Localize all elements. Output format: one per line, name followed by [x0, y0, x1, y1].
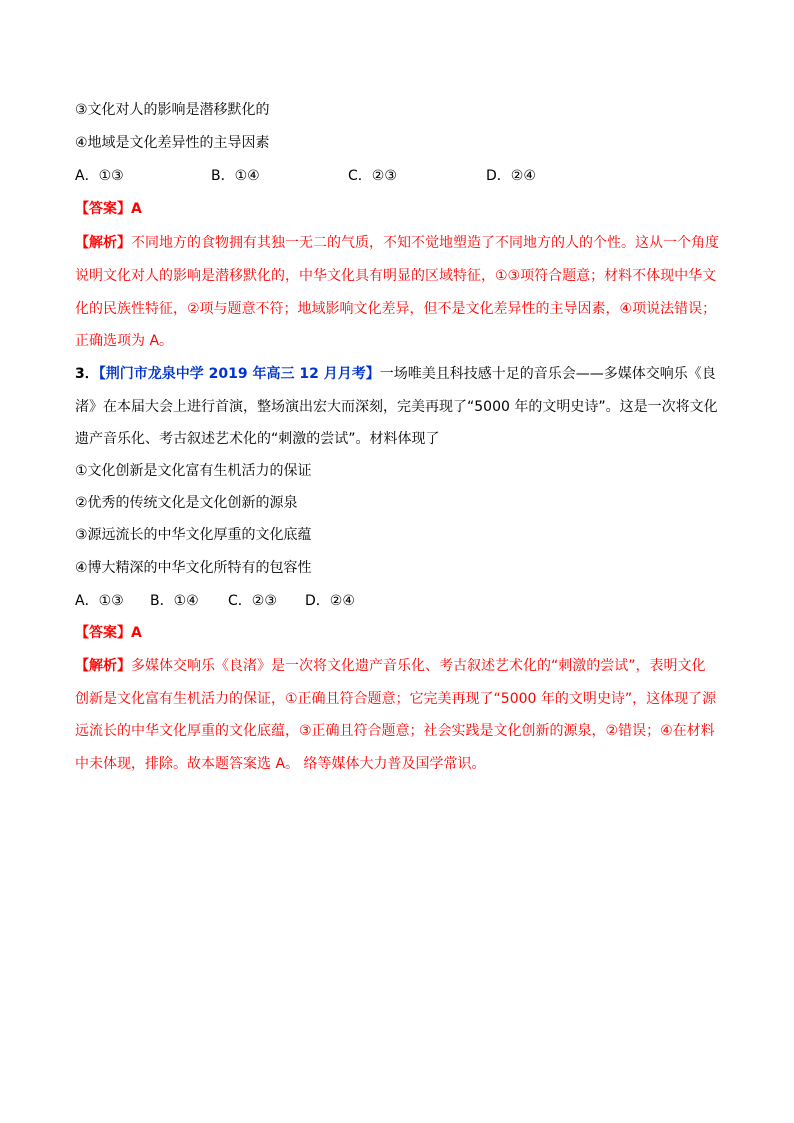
- q3-analysis-line-1: [75, 656, 706, 676]
- q3-item-2: ②优秀的传统文化是文化创新的源泉: [75, 495, 298, 511]
- q2-option-b: B．①④: [211, 168, 260, 184]
- q2-answer: [75, 199, 142, 219]
- q3-number: 3．: [75, 366, 99, 382]
- q2-options: [75, 166, 715, 186]
- q3-stem-line-2: 渚》在本届大会上进行首演，整场演出宏大而深刻，完美再现了“5000 年的文明史诗”。这是一次将文化: [75, 399, 718, 415]
- q2-answer-value: A: [131, 201, 142, 217]
- q3-option-b: B．①④: [150, 593, 199, 609]
- q2-answer-tag: 【答案】: [75, 201, 131, 217]
- q2-option-c: C．②③: [348, 168, 397, 184]
- q3-item-1: ①文化创新是文化富有生机活力的保证: [75, 463, 312, 479]
- q2-analysis-line-3: 化的民族性特征，②项与题意不符；地域影响文化差异，但不是文化差异性的主导因素，④项说法错误；: [75, 301, 717, 317]
- q2-analysis-line-1: [75, 233, 719, 253]
- q3-answer: [75, 623, 142, 643]
- q3-item-3: ③源远流长的中华文化厚重的文化底蕴: [75, 527, 312, 543]
- q2-analysis-tag: 【解析】: [75, 235, 131, 251]
- q3-source: 【荆门市龙泉中学 2019 年高三 12 月月考】: [98, 366, 380, 382]
- q2-item-4: ④地域是文化差异性的主导因素: [75, 135, 270, 151]
- q2-analysis-line-2: 说明文化对人的影响是潜移默化的，中华文化具有明显的区域特征，①③项符合题意；材料不体现中华文: [75, 268, 717, 284]
- q2-option-d: D．②④: [486, 168, 536, 184]
- q3-stem-line-1: [75, 364, 716, 384]
- q3-stem-text-1: 一场唯美且科技感十足的音乐会——多媒体交响乐《良: [379, 366, 716, 382]
- q2-item-3: ③文化对人的影响是潜移默化的: [75, 102, 270, 118]
- q3-answer-tag: 【答案】: [75, 625, 131, 641]
- q3-analysis-line-4: 中未体现，排除。故本题答案选 A。 络等媒体大力普及国学常识。: [75, 756, 486, 772]
- q3-stem-line-3: 遗产音乐化、考古叙述艺术化的“刺激的尝试”。材料体现了: [75, 431, 440, 447]
- q3-option-c: C．②③: [228, 593, 277, 609]
- q3-answer-value: A: [131, 625, 142, 641]
- q2-analysis-text-1: 不同地方的食物拥有其独一无二的气质，不知不觉地塑造了不同地方的人的个性。这从一个角度: [131, 235, 719, 251]
- q3-options: [75, 591, 395, 611]
- q3-option-a: A．①③: [75, 593, 124, 609]
- q3-analysis-tag: 【解析】: [75, 658, 131, 674]
- q2-option-a: A．①③: [75, 168, 124, 184]
- q2-analysis-line-4: 正确选项为 A。: [75, 333, 174, 349]
- q3-option-d: D．②④: [305, 593, 355, 609]
- q3-item-4: ④博大精深的中华文化所特有的包容性: [75, 560, 312, 576]
- q3-analysis-line-3: 远流长的中华文化厚重的文化底蕴，③正确且符合题意；社会实践是文化创新的源泉，②错误；④在材料: [75, 723, 715, 739]
- q3-analysis-text-1: 多媒体交响乐《良渚》是一次将文化遗产音乐化、考古叙述艺术化的“刺激的尝试”，表明文化: [131, 658, 706, 674]
- q3-analysis-line-2: 创新是文化富有生机活力的保证，①正确且符合题意；它完美再现了“5000 年的文明史诗”，这体现了源: [75, 691, 717, 707]
